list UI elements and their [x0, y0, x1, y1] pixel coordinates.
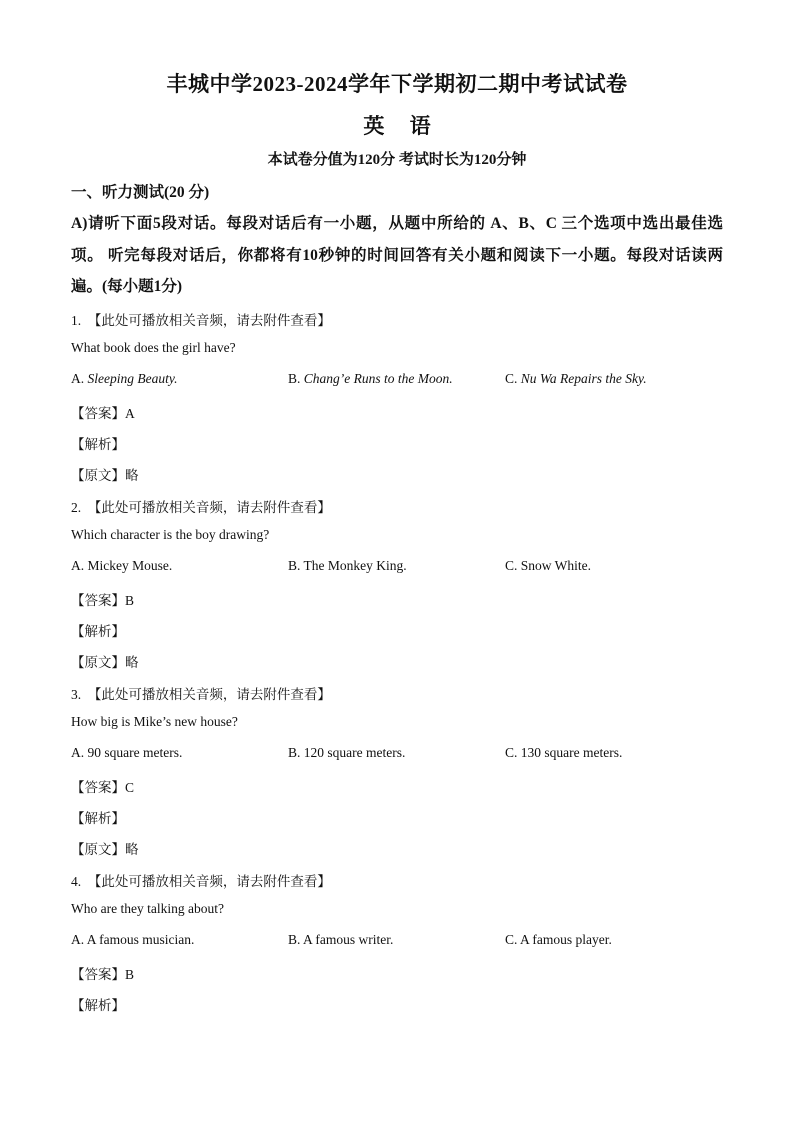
question-4-option-b: B. A famous writer. [288, 932, 394, 947]
question-2-option-a: A. Mickey Mouse. [71, 558, 173, 573]
exam-meta: 本试卷分值为120分 考试时长为120分钟 [267, 152, 527, 168]
question-4-option-c: C. A famous player. [505, 932, 612, 947]
section-heading: 一、听力测试(20 分) [71, 184, 210, 201]
question-2-option-c: C. Snow White. [505, 558, 592, 573]
question-3-answer: 【答案】C [71, 780, 135, 796]
audio-placeholder: 【此处可播放相关音频，请去附件查看】 [87, 313, 331, 329]
question-3-option-a: A. 90 square meters. [71, 745, 183, 760]
question-2-option-b: B. The Monkey King. [288, 558, 407, 573]
question-number: 2. [71, 500, 82, 515]
question-1-header [71, 309, 331, 329]
exam-subject: 英 语 [363, 114, 431, 138]
question-4-analysis: 【解析】 [71, 998, 125, 1014]
question-3-header [71, 683, 331, 703]
question-4-text: Who are they talking about? [71, 901, 224, 916]
question-1-original: 【原文】略 [71, 468, 139, 484]
question-2-text: Which character is the boy drawing? [71, 527, 270, 542]
audio-placeholder: 【此处可播放相关音频，请去附件查看】 [87, 500, 331, 516]
question-3-original: 【原文】略 [71, 842, 139, 858]
question-number: 4. [71, 874, 82, 889]
question-number: 3. [71, 687, 82, 702]
section-instructions: A)请听下面5段对话。每段对话后有一小题，从题中所给的 A、B、C 三个选项中选出最佳选项。 听完每段对话后，你都将有10秒钟的时间回答有关小题和阅读下一小题。每段对话读两遍。(每小题1分) [71, 215, 723, 295]
question-2-answer: 【答案】B [71, 593, 135, 609]
question-3-analysis: 【解析】 [71, 811, 125, 827]
question-1-answer: 【答案】A [71, 406, 135, 422]
audio-placeholder: 【此处可播放相关音频，请去附件查看】 [87, 687, 331, 703]
question-3-option-b: B. 120 square meters. [288, 745, 406, 760]
question-2-analysis: 【解析】 [71, 624, 125, 640]
question-4-option-a: A. A famous musician. [71, 932, 195, 947]
question-1-text: What book does the girl have? [71, 340, 236, 355]
question-2-original: 【原文】略 [71, 655, 139, 671]
question-1-option-c: C. Nu Wa Repairs the Sky. [505, 371, 647, 386]
audio-placeholder: 【此处可播放相关音频，请去附件查看】 [87, 874, 331, 890]
question-number: 1. [71, 313, 82, 328]
question-3-option-c: C. 130 square meters. [505, 745, 623, 760]
question-4-answer: 【答案】B [71, 967, 135, 983]
question-2-header [71, 496, 331, 516]
exam-title: 丰城中学2023-2024学年下学期初二期中考试试卷 [166, 72, 628, 96]
question-1-analysis: 【解析】 [71, 437, 125, 453]
question-1-option-b: B. Chang’e Runs to the Moon. [288, 371, 453, 386]
question-3-text: How big is Mike’s new house? [71, 714, 238, 729]
question-1-option-a: A. Sleeping Beauty. [71, 371, 178, 386]
question-4-header [71, 870, 331, 890]
